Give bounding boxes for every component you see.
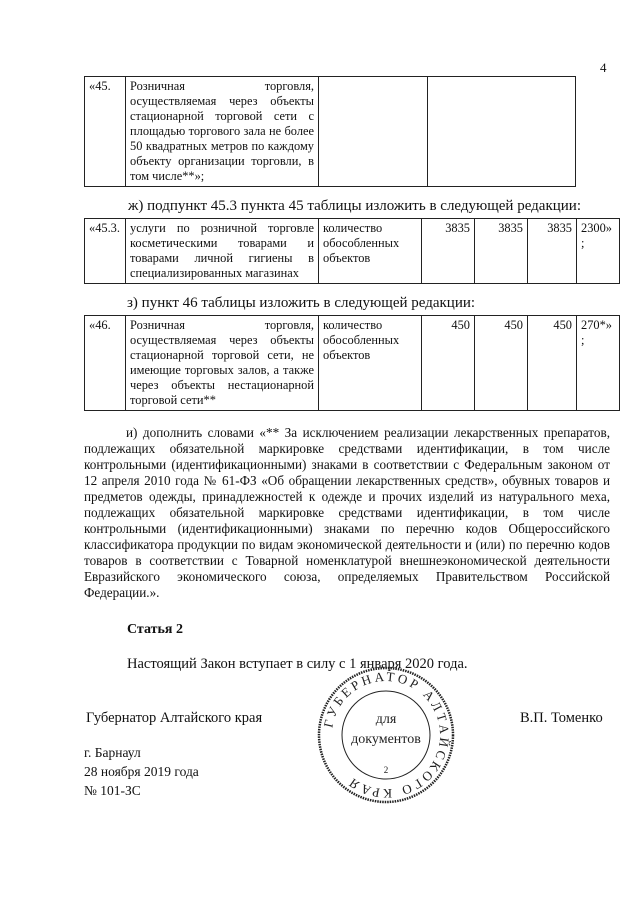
item-unit: количество обособленных объектов	[319, 219, 422, 284]
table-item-45-3	[84, 218, 620, 284]
item-unit: количество обособленных объектов	[319, 316, 422, 411]
table-item-45	[84, 76, 576, 187]
stamp-center-top: для	[375, 712, 397, 727]
date: 28 ноября 2019 года	[84, 764, 199, 779]
table-item-46	[84, 315, 620, 411]
article-text: Настоящий Закон вступает в силу с 1 января 2020 года.	[127, 656, 468, 672]
item-number: «45.	[85, 77, 126, 187]
value-2: 450	[475, 316, 528, 411]
item-description: услуги по розничной торговле косметическими товарами и товарами личной гигиены в специализированных магазинах	[126, 219, 319, 284]
empty-cell	[319, 77, 428, 187]
stamp-center: документов	[351, 732, 421, 747]
city: г. Барнаул	[84, 745, 141, 760]
signatory-position: Губернатор Алтайского края	[86, 710, 263, 726]
page-number: 4	[600, 60, 607, 75]
value-4: 2300»;	[577, 219, 620, 284]
item-description: Розничная торговля, осуществляемая через объекты стационарной торговой сети, не имеющие торговых залов, а также через объекты нестационарной торговой сети**	[126, 316, 319, 411]
value-3: 3835	[528, 219, 577, 284]
stamp-ring-text: ГУБЕРНАТОР АЛТАЙСКОГО КРАЯ	[320, 668, 453, 802]
stamp-number: 2	[383, 765, 389, 775]
item-description: Розничная торговля, осуществляемая через объекты стационарной торговой сети с площадью торгового зала не более 50 квадратных метров по каждому объекту организации торговли, в том числе**»;	[126, 77, 319, 187]
value-3: 450	[528, 316, 577, 411]
signing-details	[84, 743, 199, 800]
value-1: 3835	[422, 219, 475, 284]
amendment-paragraph-i: и) дополнить словами «** За исключением реализации лекарственных препаратов, подлежащих обязательной маркировке средствами идентификации, в том числе контрольными (идентификационными) знаками в соответствии с Федеральным законом от 12 апреля 2010 года № 61-ФЗ «Об обращении лекарственных средств», обувных товаров и предметов одежды, принадлежностей к одежде и прочих изделий из натурального меха, подлежащих обязательной маркировке средствами идентификации, в том числе контрольными (идентификационными) знаками по перечню кодов Общероссийского классификатора продукции по видам экономической деятельности и (или) по перечню кодов товаров в соответствии с Товарной номенклатурой внешнеэкономической деятельности Евразийского экономического союза, определяемых Правительством Российской Федерации.».	[84, 425, 610, 600]
article-title: Статья 2	[127, 622, 183, 637]
amendment-heading-z: з) пункт 46 таблицы изложить в следующей редакции:	[127, 295, 476, 311]
document-body	[84, 76, 620, 839]
law-number: № 101-ЗС	[84, 783, 141, 798]
value-4: 270*»;	[577, 316, 620, 411]
item-number: «45.3.	[85, 219, 126, 284]
signatory-name: В.П. Томенко	[520, 710, 603, 726]
item-number: «46.	[85, 316, 126, 411]
amendment-heading-zh: ж) подпункт 45.3 пункта 45 таблицы изложить в следующей редакции:	[128, 198, 581, 214]
official-stamp	[316, 665, 456, 805]
signature-block	[84, 668, 620, 839]
value-2: 3835	[475, 219, 528, 284]
value-1: 450	[422, 316, 475, 411]
empty-cell	[428, 77, 576, 187]
